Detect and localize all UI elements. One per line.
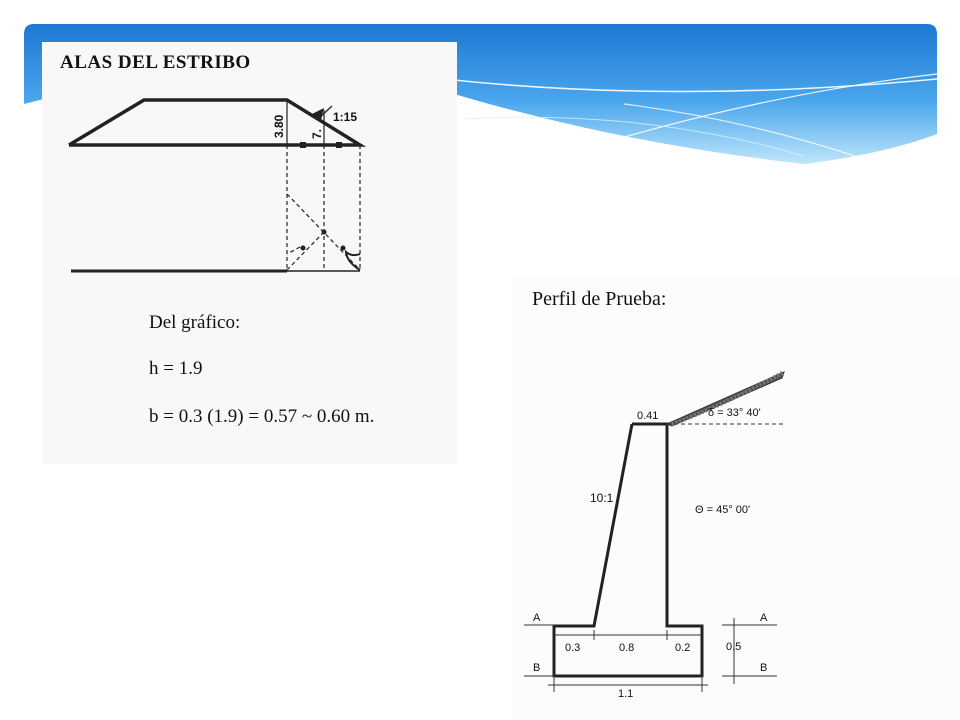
section-a-left-label: A bbox=[533, 612, 541, 624]
theta-label: Θ = 45° 00' bbox=[695, 504, 751, 516]
calc-h: h = 1.9 bbox=[149, 358, 203, 379]
wing-wall-figure bbox=[42, 42, 457, 464]
wing-wall-drawing bbox=[42, 42, 457, 464]
wing-wall-title: ALAS DEL ESTRIBO bbox=[60, 52, 251, 73]
projection-lines bbox=[287, 145, 360, 270]
batter-label: 10:1 bbox=[590, 491, 614, 505]
calc-heading: Del gráfico: bbox=[149, 312, 241, 333]
test-profile-figure bbox=[512, 276, 960, 720]
stem-base-label: 0.8 bbox=[619, 642, 635, 654]
small-dimension-label: 7. bbox=[310, 128, 324, 139]
section-b-right-label: B bbox=[760, 662, 768, 674]
section-b-left-label: B bbox=[533, 662, 541, 674]
top-width-label: 0.41 bbox=[637, 410, 659, 422]
footing-height-label: 0.5 bbox=[726, 641, 742, 653]
calc-b: b = 0.3 (1.9) = 0.57 ~ 0.60 m. bbox=[149, 406, 375, 427]
test-profile-title: Perfil de Prueba: bbox=[532, 288, 667, 310]
retaining-wall-outline bbox=[554, 424, 702, 676]
slope-label: 1:15 bbox=[333, 110, 358, 124]
toe-width-label: 0.3 bbox=[565, 642, 581, 654]
slope-angle-label: δ = 33° 40' bbox=[708, 407, 761, 419]
test-profile-drawing bbox=[512, 276, 960, 720]
heel-width-label: 0.2 bbox=[675, 642, 691, 654]
height-dimension-label: 3.80 bbox=[272, 114, 286, 138]
footing-width-label: 1.1 bbox=[618, 688, 634, 700]
section-a-right-label: A bbox=[760, 612, 768, 624]
